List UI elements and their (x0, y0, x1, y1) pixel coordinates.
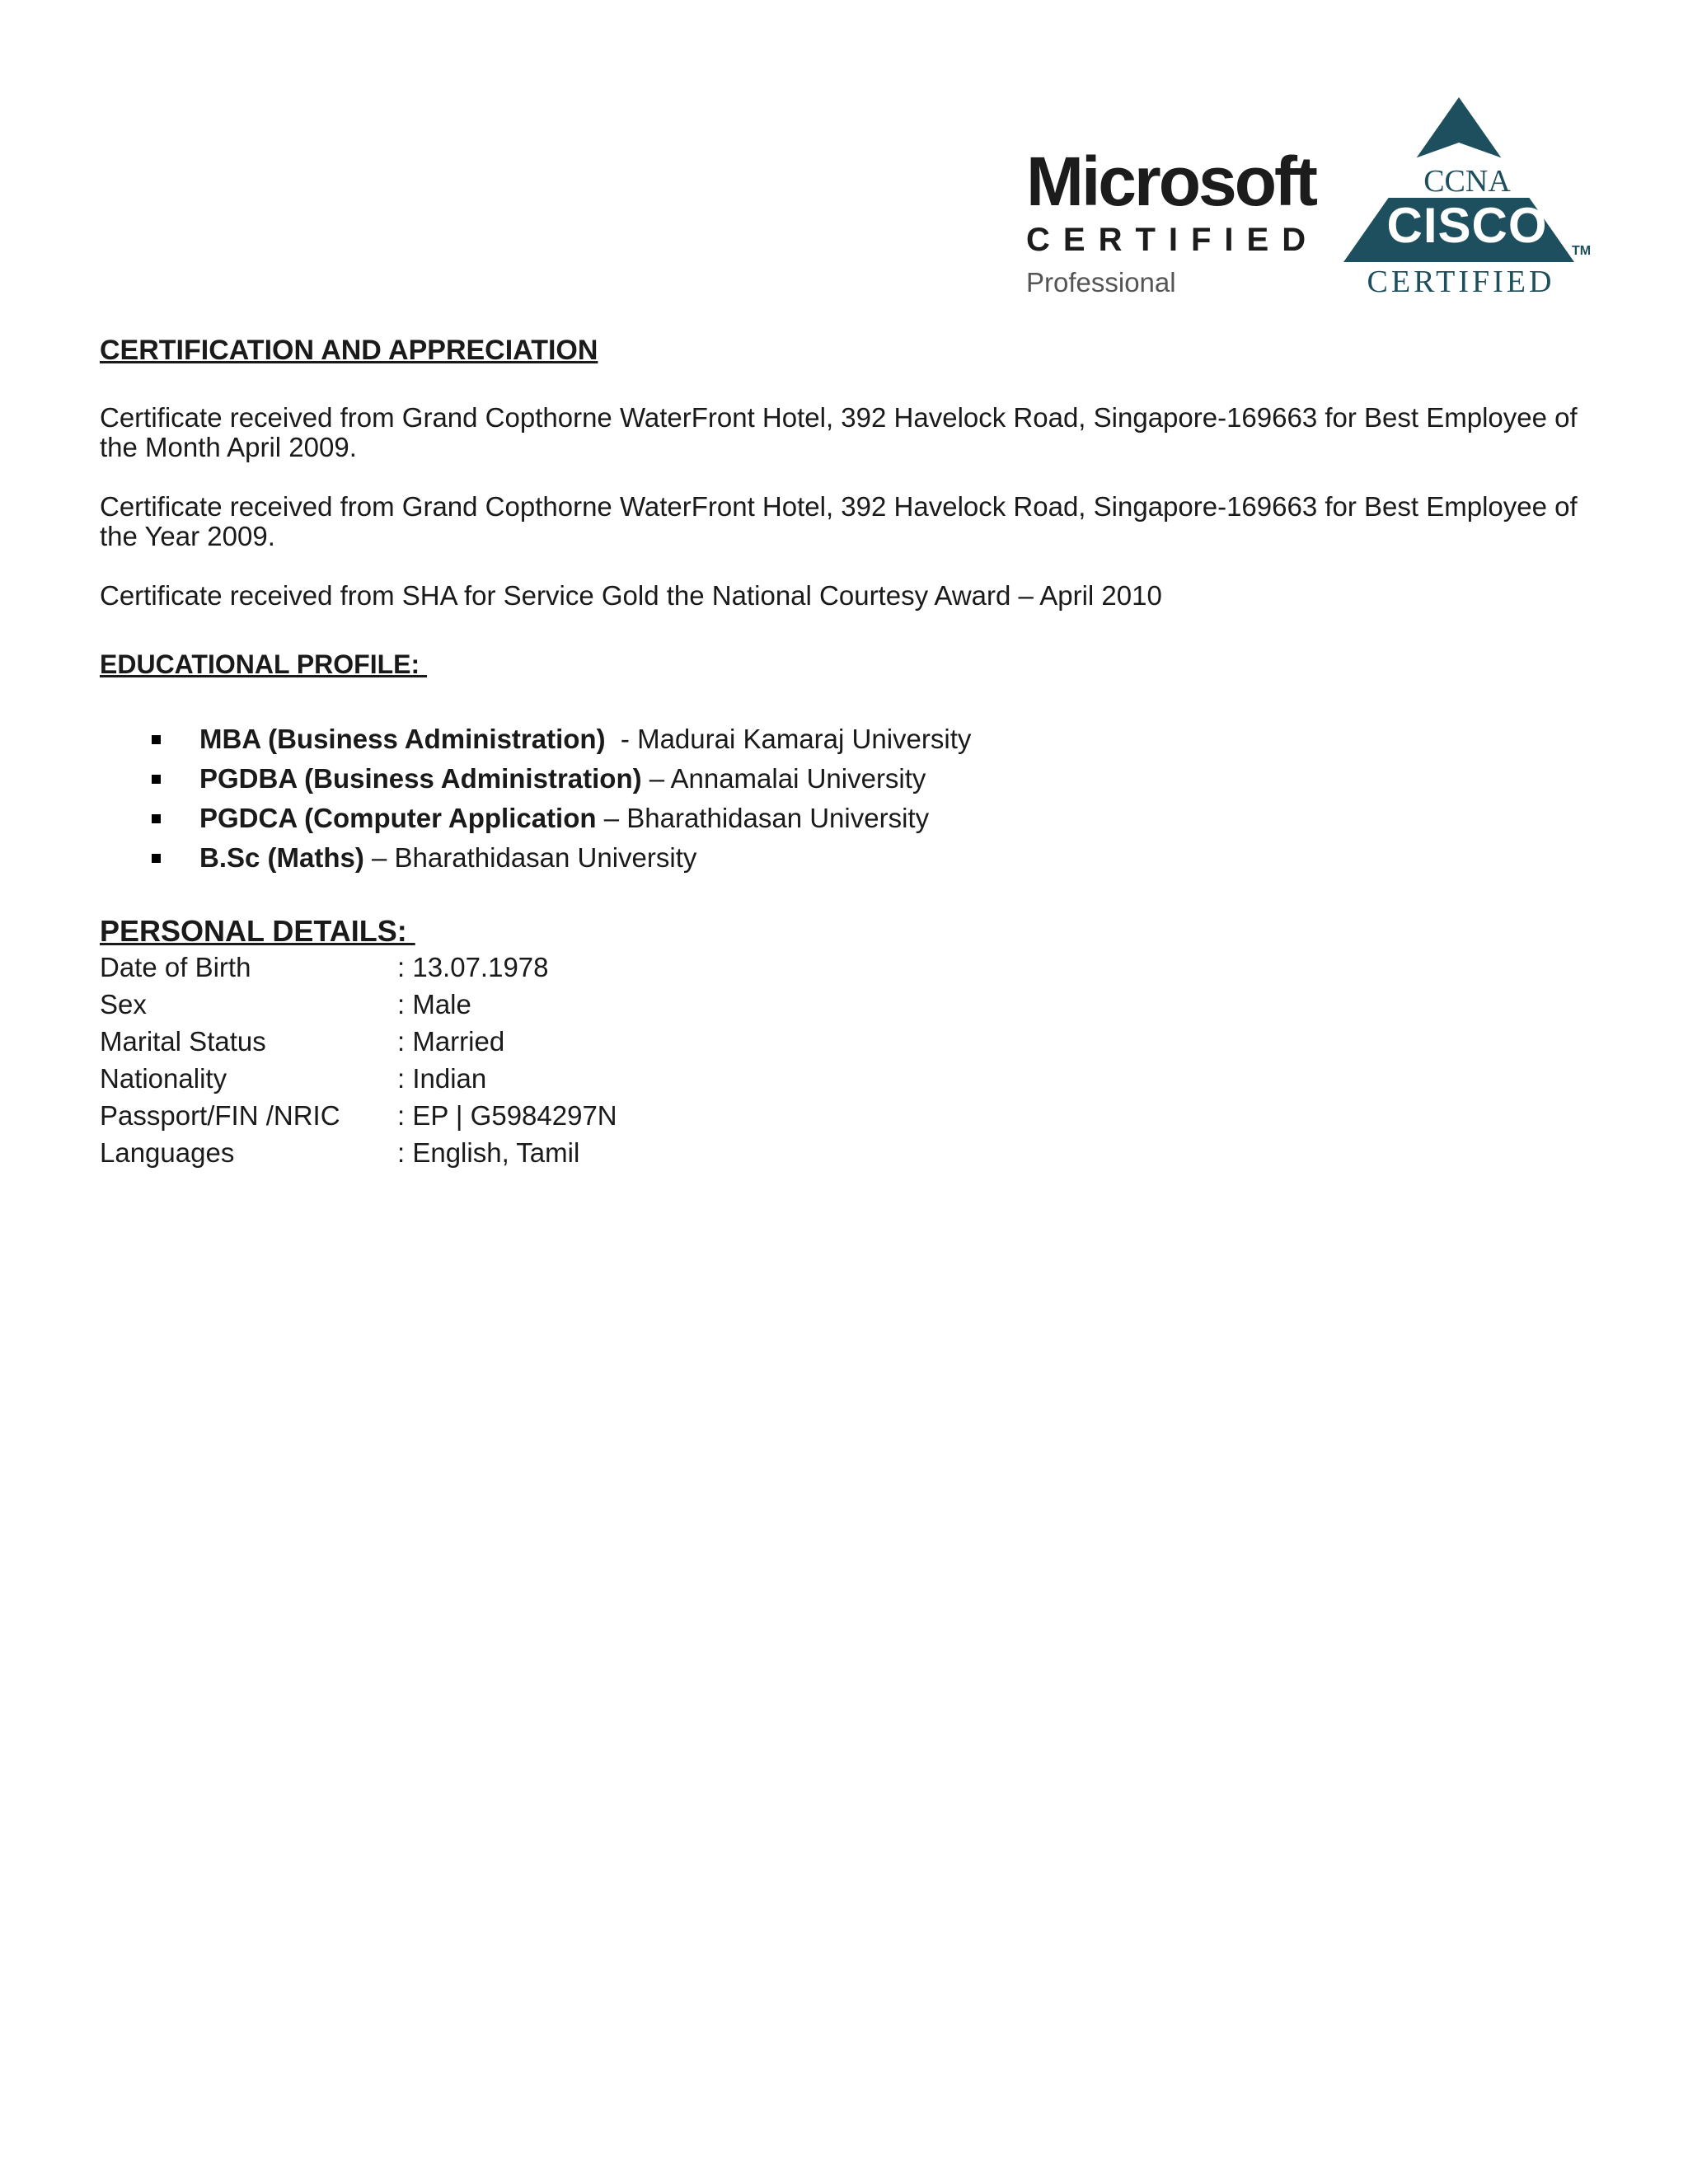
personal-detail-label: Languages (100, 1137, 235, 1168)
microsoft-certified-logo (1026, 143, 1323, 302)
personal-detail-value: : Married (397, 1026, 505, 1057)
personal-detail-label: Date of Birth (100, 952, 251, 982)
education-institution: – Bharathidasan University (596, 803, 930, 833)
personal-detail-value: : English, Tamil (397, 1137, 580, 1168)
personal-detail-value: : Indian (397, 1063, 487, 1094)
education-degree: PGDBA (Business Administration) (199, 763, 642, 794)
cisco-logo-tm: TM (1572, 244, 1592, 258)
education-list (100, 719, 1587, 878)
personal-detail-row (100, 986, 1587, 1023)
personal-detail-label: Nationality (100, 1063, 227, 1094)
personal-details-table (100, 949, 1587, 1171)
education-item (100, 719, 1587, 759)
education-degree: B.Sc (Maths) (199, 842, 364, 873)
certification-section-title: CERTIFICATION AND APPRECIATION (100, 335, 598, 366)
personal-detail-row (100, 1097, 1587, 1134)
personal-detail-row (100, 1134, 1587, 1171)
personal-detail-value: : 13.07.1978 (397, 952, 549, 982)
education-item (100, 799, 1587, 838)
microsoft-logo-certified: CERTIFIED (1026, 222, 1320, 258)
personal-detail-value: : EP | G5984297N (397, 1100, 617, 1131)
education-institution: - Madurai Kamaraj University (605, 724, 972, 754)
personal-detail-row (100, 1060, 1587, 1097)
certificate-entry: Certificate received from SHA for Service Gold the National Courtesy Award – April 2010 (100, 580, 1162, 611)
education-section-title: EDUCATIONAL PROFILE: (100, 649, 428, 679)
personal-detail-row (100, 949, 1587, 986)
personal-detail-label: Sex (100, 989, 147, 1019)
personal-detail-row (100, 1023, 1587, 1060)
personal-detail-label: Passport/FIN /NRIC (100, 1100, 340, 1131)
education-degree: MBA (Business Administration) (199, 724, 606, 754)
education-institution: – Bharathidasan University (363, 842, 697, 873)
square-bullet-icon (152, 735, 161, 744)
education-degree: PGDCA (Computer Application (199, 803, 597, 833)
personal-detail-value: : Male (397, 989, 471, 1019)
certificate-entry: Certificate received from Grand Copthorne WaterFront Hotel, 392 Havelock Road, Singapore-169663 for Best Employee of the Month April 2009. (100, 402, 1578, 462)
education-institution: – Annamalai University (641, 763, 926, 794)
education-item (100, 759, 1587, 799)
personal-details-section-title: PERSONAL DETAILS: (100, 914, 415, 948)
microsoft-logo-name: Microsoft (1026, 143, 1315, 220)
education-item (100, 838, 1587, 878)
cisco-logo-ccna: CCNA (1423, 164, 1511, 199)
certificate-entry: Certificate received from Grand Copthorne WaterFront Hotel, 392 Havelock Road, Singapore-169663 for Best Employee of the Year 2009. (100, 491, 1578, 551)
square-bullet-icon (152, 814, 161, 823)
cisco-logo-certified: CERTIFIED (1367, 265, 1555, 299)
microsoft-logo-level: Professional (1026, 267, 1176, 298)
square-bullet-icon (152, 854, 161, 863)
square-bullet-icon (152, 775, 161, 784)
personal-detail-label: Marital Status (100, 1026, 266, 1057)
certification-logos (1026, 97, 1595, 303)
cisco-logo-name: CISCO (1386, 198, 1548, 253)
resume-page-content (100, 334, 1587, 1171)
cisco-ccna-certified-logo (1343, 97, 1595, 303)
